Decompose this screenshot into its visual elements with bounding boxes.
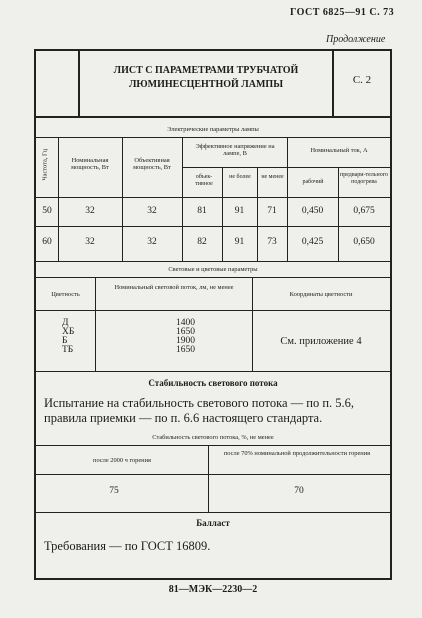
lt-v1 xyxy=(95,277,96,371)
sheet-title xyxy=(82,64,330,92)
row1-i-work: 0,450 xyxy=(301,206,324,216)
flux-item: 1650 xyxy=(176,345,195,355)
continuation-label: Продолжение xyxy=(326,34,386,45)
color-item: ТБ xyxy=(62,345,74,355)
electrical-caption: Электрические параметры лампы xyxy=(167,126,259,133)
col-v-max: не более xyxy=(229,174,251,180)
row1-obj-power: 32 xyxy=(147,206,157,216)
color-item: Д xyxy=(62,318,69,328)
sheet-title-line2: ЛЮМИНЕСЦЕНТНОЙ ЛАМПЫ xyxy=(128,79,284,90)
col-objective-power: Объективная мощность, Вт xyxy=(133,157,171,172)
flux-item: 1900 xyxy=(176,336,195,346)
col-coords: Координаты цветности xyxy=(289,291,353,298)
col-voltage-group: Эффективное напряжение на лампе, В xyxy=(195,143,275,158)
lt-bottom xyxy=(36,371,390,372)
col-nominal-power: Номинальная мощность, Вт xyxy=(71,157,109,172)
value-after-2000h: 75 xyxy=(109,486,119,496)
title-left-divider xyxy=(78,49,80,117)
row2-freq: 60 xyxy=(42,237,52,247)
flux-list xyxy=(176,319,195,355)
value-after-70pct: 70 xyxy=(294,486,304,496)
row2-nom-power: 32 xyxy=(85,237,95,247)
frame-bottom xyxy=(34,578,392,580)
row2-v-obj: 82 xyxy=(197,237,207,247)
flux-item: 1400 xyxy=(176,318,195,328)
el-bottom xyxy=(36,261,390,262)
el-row-divider xyxy=(36,226,390,227)
col-color: Цветность xyxy=(51,291,80,298)
col-v-objective: объек-тивное xyxy=(195,174,213,187)
col-after-70pct: после 70% номинальной продолжительности горения xyxy=(223,450,371,457)
st-v1 xyxy=(208,445,209,513)
row2-v-min: 73 xyxy=(267,237,277,247)
col-i-preheat: предвари-тельного подогрева xyxy=(340,172,389,185)
light-caption: Световые и цветовые параметры xyxy=(168,266,258,273)
el-subhead-line xyxy=(182,167,390,168)
sheet-title-line1: ЛИСТ С ПАРАМЕТРАМИ ТРУБЧАТОЙ xyxy=(113,65,299,76)
row1-nom-power: 32 xyxy=(85,206,95,216)
ballast-heading: Балласт xyxy=(196,518,230,528)
st-bottom xyxy=(36,512,390,513)
ballast-text: Требования — по ГОСТ 16809. xyxy=(44,539,211,553)
col-after-2000h: после 2000 ч горения xyxy=(93,457,151,464)
stability-paragraph: Испытание на стабильность светового потока — по п. 5.6, правила приемки — по п. 6.6 настоящего стандарта. xyxy=(44,396,355,425)
color-item: Б xyxy=(62,336,68,346)
color-item: ХБ xyxy=(62,327,75,337)
st-top xyxy=(36,445,390,446)
coords-note: См. приложение 4 xyxy=(280,336,362,347)
row2-i-work: 0,425 xyxy=(301,237,324,247)
row2-i-preheat: 0,650 xyxy=(353,237,375,247)
title-bottom xyxy=(34,116,392,118)
footer-code: 81—МЭК—2230—2 xyxy=(168,584,258,595)
row1-i-preheat: 0,675 xyxy=(353,206,375,216)
color-list xyxy=(62,319,74,355)
row2-obj-power: 32 xyxy=(147,237,157,247)
row1-v-obj: 81 xyxy=(197,206,207,216)
st-head-bottom xyxy=(36,474,390,475)
el-head-bottom xyxy=(36,197,390,198)
col-current-group: Номинальный ток, А xyxy=(310,147,368,154)
row1-v-min: 71 xyxy=(267,206,277,216)
document-ref: ГОСТ 6825—91 С. 73 xyxy=(290,7,395,18)
col-i-working: рабочий xyxy=(302,179,324,185)
lt-head-bottom xyxy=(36,310,390,311)
col-flux: Номинальный световой поток, лм, не менее xyxy=(114,284,234,291)
col-v-min: не менее xyxy=(261,174,284,180)
sheet-page: С. 2 xyxy=(352,74,372,86)
flux-item: 1650 xyxy=(176,327,195,337)
row2-v-max: 91 xyxy=(234,237,245,247)
frame-right xyxy=(390,49,392,580)
stability-heading: Стабильность светового потока xyxy=(148,378,278,388)
el-line1 xyxy=(36,137,390,138)
stability-table-caption: Стабильность светового потока, %, не менее xyxy=(152,434,274,441)
row1-freq: 50 xyxy=(42,206,52,216)
lt-top xyxy=(36,277,390,278)
col-frequency: Частота, Гц xyxy=(41,148,49,181)
frame-top xyxy=(34,49,392,51)
row1-v-max: 91 xyxy=(234,206,245,216)
